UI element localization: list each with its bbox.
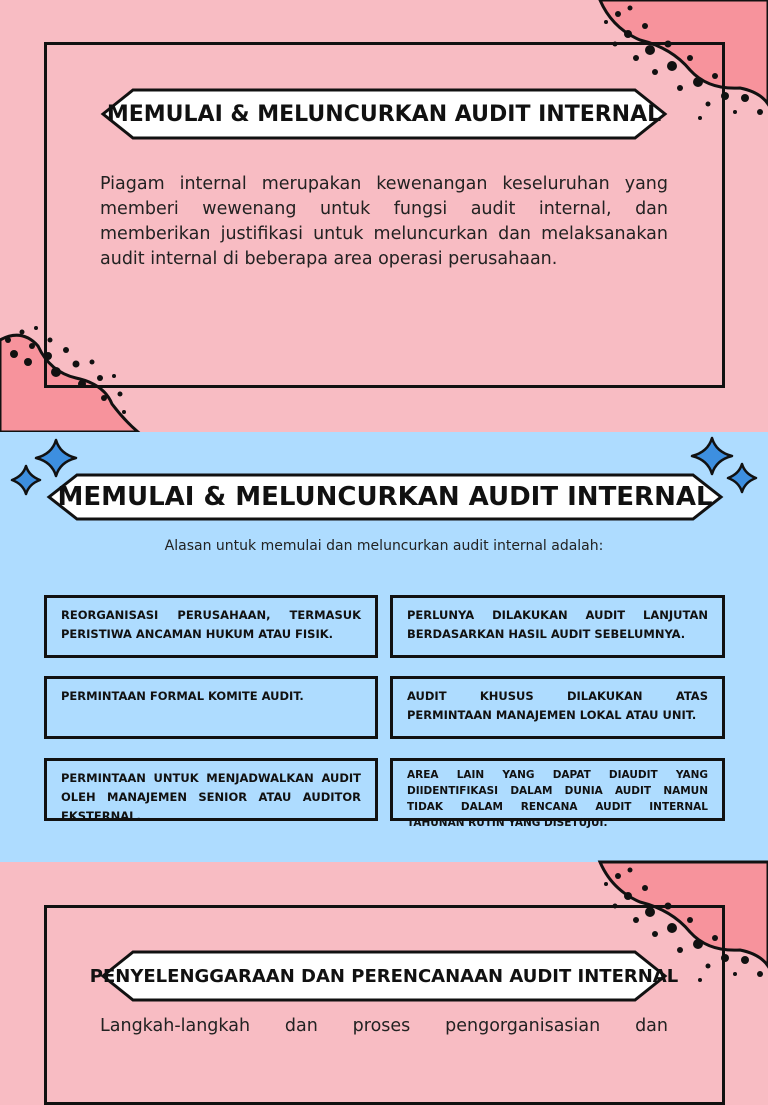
section-body: Langkah-langkah dan proses pengorganisasian dan: [100, 1016, 668, 1036]
section-title: PENYELENGGARAAN DAN PERENCANAAN AUDIT INTERNAL: [89, 965, 679, 987]
sparkle-icon: [692, 438, 732, 474]
reasons-intro: Alasan untuk memulai dan meluncurkan audit internal adalah:: [164, 538, 604, 554]
section-reasons: [0, 432, 768, 862]
section-intro: [0, 0, 768, 432]
title-banner: [89, 949, 679, 1003]
section-body: Piagam internal merupakan kewenangan keseluruhan yang memberi wewenang untuk fungsi audit internal, dan memberikan justifikasi untuk meluncurkan dan melaksanakan audit internal di beberapa area operasi perusahaan.: [100, 174, 668, 269]
reason-card: REORGANISASI PERUSAHAAN, TERMASUK PERISTIWA ANCAMAN HUKUM ATAU FISIK.: [44, 595, 378, 658]
reason-card: PERMINTAAN UNTUK MENJADWALKAN AUDIT OLEH MANAJEMEN SENIOR ATAU AUDITOR EKSTERNAL.: [44, 758, 378, 821]
section-title: MEMULAI & MELUNCURKAN AUDIT INTERNAL: [106, 101, 662, 127]
reason-card: PERMINTAAN FORMAL KOMITE AUDIT.: [44, 676, 378, 739]
content-frame: [44, 905, 725, 1105]
title-banner: [100, 87, 668, 141]
section-planning: [0, 862, 768, 1036]
sparkle-icon: [36, 440, 76, 476]
reason-card: AUDIT KHUSUS DILAKUKAN ATAS PERMINTAAN MANAJEMEN LOKAL ATAU UNIT.: [390, 676, 725, 739]
title-banner: [46, 472, 724, 522]
sparkle-icon: [12, 466, 40, 494]
reason-card: PERLUNYA DILAKUKAN AUDIT LANJUTAN BERDASARKAN HASIL AUDIT SEBELUMNYA.: [390, 595, 725, 658]
section-title: MEMULAI & MELUNCURKAN AUDIT INTERNAL: [57, 482, 713, 512]
sparkle-icon: [728, 464, 756, 492]
reason-card: AREA LAIN YANG DAPAT DIAUDIT YANG DIIDENTIFIKASI DALAM DUNIA AUDIT NAMUN TIDAK DALAM RENCANA AUDIT INTERNAL TAHUNAN RUTIN YANG DISETUJUI.: [390, 758, 725, 821]
